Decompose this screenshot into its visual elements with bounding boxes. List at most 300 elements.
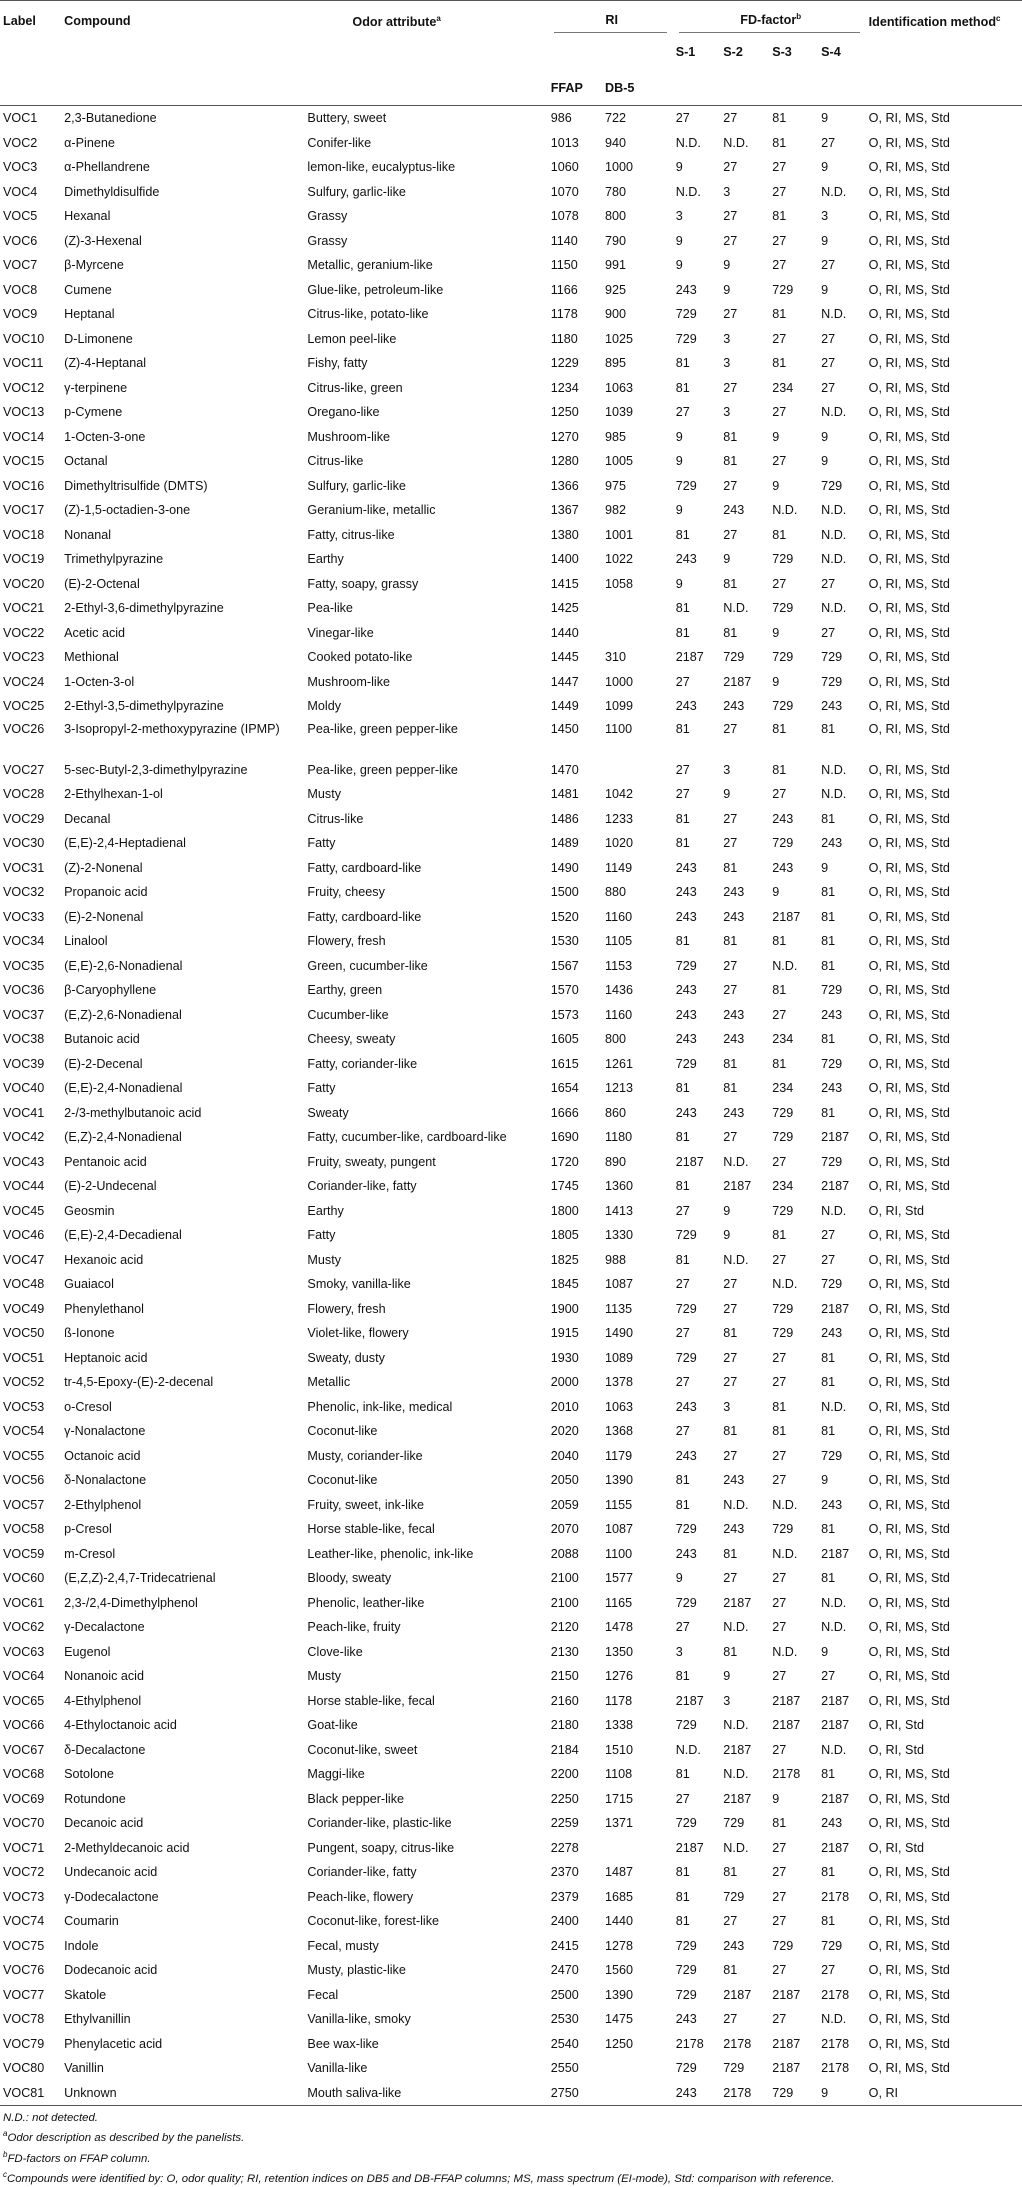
cell-fd-s2: 729 bbox=[723, 1889, 745, 1904]
cell-fd-s3: 27 bbox=[772, 331, 787, 346]
cell-ri-db5: 1350 bbox=[605, 1644, 634, 1659]
table-row bbox=[0, 327, 1022, 352]
cell-label: VOC65 bbox=[3, 1693, 45, 1708]
cell-fd-s3: 234 bbox=[772, 1179, 794, 1194]
cell-ri-db5 bbox=[602, 758, 673, 783]
cell-identification-method: O, RI, MS, Std bbox=[868, 1963, 950, 1978]
table-row bbox=[0, 1591, 1022, 1616]
cell-fd-s3: 27 bbox=[772, 258, 787, 273]
cell-fd-s2: 729 bbox=[723, 650, 745, 665]
cell-fd-s3: 27 bbox=[772, 1007, 787, 1022]
cell-odor-attribute: Citrus-like, green bbox=[307, 380, 403, 395]
cell-ri-db5: 1338 bbox=[605, 1718, 634, 1733]
cell-identification-method: O, RI, MS, Std bbox=[868, 1154, 950, 1169]
cell-label: VOC46 bbox=[3, 1228, 45, 1243]
footnote-c: $^c$Compounds were identified by: O, odor quality; RI, retention indices on DB5 and DB-FFAP columns; MS, mass spectrum (EI-mode), Std: comparison with reference. bbox=[3, 2169, 835, 2185]
cell-fd-s3: N.D. bbox=[772, 1546, 798, 1561]
cell-fd-s4: 243 bbox=[821, 1497, 843, 1512]
cell-ri-ffap: 1150 bbox=[550, 258, 578, 273]
cell-fd-s3: 81 bbox=[772, 307, 787, 322]
cell-fd-s4: N.D. bbox=[821, 307, 847, 322]
cell-label: VOC60 bbox=[3, 1571, 45, 1586]
cell-label: VOC37 bbox=[3, 1007, 45, 1022]
cell-compound: 2-Ethyl-3,6-dimethylpyrazine bbox=[64, 601, 224, 616]
cell-odor-attribute: Oregano-like bbox=[307, 405, 380, 420]
cell-odor-attribute: Metallic bbox=[307, 1375, 351, 1390]
cell-compound: (Z)-1,5-octadien-3-one bbox=[64, 503, 191, 518]
cell-fd-s4: 729 bbox=[821, 983, 843, 998]
cell-fd-s1: 81 bbox=[675, 934, 690, 949]
cell-compound: D-Limonene bbox=[64, 331, 133, 346]
cell-fd-s2: 81 bbox=[723, 1546, 738, 1561]
cell-ri-db5: 1330 bbox=[605, 1228, 634, 1243]
cell-fd-s2: 243 bbox=[723, 503, 745, 518]
cell-identification-method: O, RI, Std bbox=[868, 1203, 924, 1218]
cell-ri-db5: 1099 bbox=[605, 699, 634, 714]
cell-ri-db5: 1360 bbox=[605, 1179, 634, 1194]
cell-fd-s1: 243 bbox=[675, 1032, 697, 1047]
cell-fd-s2: 2178 bbox=[723, 2036, 752, 2051]
cell-fd-s1: 81 bbox=[675, 1914, 690, 1929]
header-s4: S-4 bbox=[821, 45, 841, 59]
cell-odor-attribute: Violet-like, flowery bbox=[307, 1326, 409, 1341]
cell-ri-ffap: 1070 bbox=[550, 184, 579, 199]
cell-ri-db5: 900 bbox=[605, 307, 627, 322]
cell-odor-attribute: Phenolic, leather-like bbox=[307, 1595, 425, 1610]
cell-label: VOC61 bbox=[3, 1595, 45, 1610]
cell-fd-s1: 27 bbox=[675, 1326, 690, 1341]
cell-identification-method: O, RI, MS, Std bbox=[868, 1889, 950, 1904]
cell-odor-attribute: Maggi-like bbox=[307, 1767, 365, 1782]
cell-fd-s3: 2187 bbox=[772, 909, 801, 924]
table-row bbox=[0, 204, 1022, 229]
cell-fd-s2: 27 bbox=[723, 1571, 738, 1586]
cell-identification-method: O, RI, Std bbox=[868, 1718, 924, 1733]
cell-fd-s2: 3 bbox=[723, 1693, 731, 1708]
cell-odor-attribute: Cooked potato-like bbox=[307, 650, 413, 665]
table-row bbox=[0, 831, 1022, 856]
cell-ri-ffap: 1489 bbox=[550, 836, 579, 851]
cell-identification-method: O, RI, MS, Std bbox=[868, 1399, 950, 1414]
cell-ri-db5: 1153 bbox=[605, 958, 633, 973]
cell-ri-ffap: 1450 bbox=[550, 721, 579, 736]
cell-fd-s4: 81 bbox=[821, 1424, 836, 1439]
cell-odor-attribute: Pea-like, green pepper-like bbox=[307, 721, 458, 736]
cell-fd-s4: 2178 bbox=[821, 2036, 850, 2051]
cell-odor-attribute: Fruity, cheesy bbox=[307, 885, 385, 900]
table-row bbox=[0, 1444, 1022, 1469]
cell-compound: 2,3-Butanedione bbox=[64, 111, 157, 126]
table-row bbox=[0, 1909, 1022, 1934]
table-row bbox=[0, 1272, 1022, 1297]
table-row bbox=[0, 278, 1022, 303]
cell-fd-s1: 81 bbox=[675, 625, 690, 640]
cell-ri-ffap: 1270 bbox=[550, 429, 579, 444]
cell-label: VOC51 bbox=[3, 1350, 45, 1365]
cell-ri-db5: 1276 bbox=[605, 1669, 634, 1684]
cell-fd-s4: 81 bbox=[821, 934, 836, 949]
cell-fd-s2: 243 bbox=[723, 1105, 745, 1120]
cell-label: VOC9 bbox=[3, 307, 38, 322]
cell-compound: (E)-2-Octenal bbox=[64, 576, 140, 591]
cell-compound: Nonanal bbox=[64, 527, 112, 542]
cell-odor-attribute: Coconut-like bbox=[307, 1424, 378, 1439]
cell-label: VOC17 bbox=[3, 503, 45, 518]
table-row bbox=[0, 1199, 1022, 1224]
cell-fd-s4: 27 bbox=[821, 1963, 836, 1978]
cell-compound: Octanoic acid bbox=[64, 1448, 141, 1463]
cell-fd-s2: 81 bbox=[723, 1056, 738, 1071]
cell-ri-ffap: 1500 bbox=[550, 885, 579, 900]
cell-fd-s3: 2178 bbox=[772, 1767, 801, 1782]
cell-ri-db5: 1063 bbox=[605, 1399, 634, 1414]
cell-fd-s2: N.D. bbox=[723, 1840, 749, 1855]
table-row bbox=[0, 1493, 1022, 1518]
table-row bbox=[0, 106, 1022, 131]
cell-fd-s4: 9 bbox=[821, 454, 829, 469]
cell-ri-ffap: 1280 bbox=[550, 454, 579, 469]
cell-fd-s1: 27 bbox=[675, 1375, 690, 1390]
cell-fd-s4: 81 bbox=[821, 721, 836, 736]
cell-ri-ffap: 1915 bbox=[550, 1326, 579, 1341]
cell-label: VOC19 bbox=[3, 552, 45, 567]
cell-label: VOC55 bbox=[3, 1448, 45, 1463]
table-row bbox=[0, 180, 1022, 205]
cell-identification-method: O, RI, MS, Std bbox=[868, 625, 950, 640]
header-db5: DB-5 bbox=[605, 81, 635, 95]
table-row bbox=[0, 1003, 1022, 1028]
cell-compound: (E,Z,Z)-2,4,7-Tridecatrienal bbox=[64, 1571, 216, 1586]
cell-label: VOC70 bbox=[3, 1816, 45, 1831]
cell-odor-attribute: Phenolic, ink-like, medical bbox=[307, 1399, 453, 1414]
cell-fd-s4: 81 bbox=[821, 1865, 836, 1880]
cell-ri-db5: 1510 bbox=[605, 1742, 634, 1757]
cell-fd-s4: N.D. bbox=[821, 552, 847, 567]
cell-fd-s2: 243 bbox=[723, 909, 745, 924]
cell-compound: Methional bbox=[64, 650, 119, 665]
cell-identification-method: O, RI, MS, Std bbox=[868, 674, 950, 689]
cell-fd-s1: 81 bbox=[675, 1081, 690, 1096]
cell-label: VOC2 bbox=[3, 135, 38, 150]
cell-fd-s2: 27 bbox=[723, 111, 738, 126]
cell-ri-ffap: 2120 bbox=[550, 1620, 579, 1635]
cell-compound: (E)-2-Nonenal bbox=[64, 909, 144, 924]
cell-ri-db5: 1440 bbox=[605, 1914, 634, 1929]
cell-odor-attribute: Pea-like, green pepper-like bbox=[307, 762, 458, 777]
cell-fd-s3: 81 bbox=[772, 934, 787, 949]
cell-compound: α-Phellandrene bbox=[64, 160, 150, 175]
cell-odor-attribute: Cucumber-like bbox=[307, 1007, 389, 1022]
cell-odor-attribute: Peach-like, flowery bbox=[307, 1889, 414, 1904]
cell-fd-s1: 9 bbox=[675, 576, 683, 591]
cell-ri-db5: 1378 bbox=[605, 1375, 634, 1390]
cell-ri-ffap: 2550 bbox=[550, 2061, 579, 2076]
cell-compound: β-Caryophyllene bbox=[64, 983, 157, 998]
footnote-b: $^b$FD-factors on FFAP column. bbox=[3, 2149, 151, 2165]
cell-compound: Heptanoic acid bbox=[64, 1350, 148, 1365]
header-fd-factor: FD-factor$^b$ bbox=[673, 1, 866, 40]
cell-compound: Geosmin bbox=[64, 1203, 115, 1218]
cell-compound: β-Myrcene bbox=[64, 258, 124, 273]
cell-identification-method: O, RI, Std bbox=[868, 1840, 924, 1855]
cell-ri-ffap: 1229 bbox=[550, 356, 579, 371]
cell-odor-attribute: Peach-like, fruity bbox=[307, 1620, 401, 1635]
cell-fd-s3: N.D. bbox=[772, 1644, 798, 1659]
cell-compound: (E,Z)-2,4-Nonadienal bbox=[64, 1130, 182, 1145]
cell-ri-db5: 1087 bbox=[605, 1277, 634, 1292]
cell-ri-ffap: 1445 bbox=[550, 650, 579, 665]
cell-label: VOC73 bbox=[3, 1889, 45, 1904]
cell-fd-s2: 243 bbox=[723, 1032, 745, 1047]
cell-fd-s3: 729 bbox=[772, 1105, 794, 1120]
table-row bbox=[0, 498, 1022, 523]
cell-fd-s1: 2187 bbox=[675, 650, 704, 665]
cell-compound: Dimethyltrisulfide (DMTS) bbox=[64, 478, 208, 493]
cell-fd-s2: 27 bbox=[723, 527, 738, 542]
cell-ri-db5: 722 bbox=[605, 111, 627, 126]
table-row bbox=[0, 1150, 1022, 1175]
cell-label: VOC10 bbox=[3, 331, 45, 346]
cell-ri-ffap: 1486 bbox=[550, 811, 579, 826]
cell-odor-attribute: Citrus-like bbox=[307, 454, 364, 469]
cell-fd-s2: 81 bbox=[723, 429, 738, 444]
cell-ri-ffap: 2530 bbox=[550, 2012, 579, 2027]
cell-label: VOC3 bbox=[3, 160, 38, 175]
cell-odor-attribute: Coconut-like bbox=[307, 1473, 378, 1488]
cell-fd-s2: 81 bbox=[723, 1424, 738, 1439]
table-row bbox=[0, 905, 1022, 930]
table-row bbox=[0, 1615, 1022, 1640]
table-row bbox=[0, 807, 1022, 832]
cell-identification-method: O, RI, MS, Std bbox=[868, 909, 950, 924]
cell-fd-s2: 27 bbox=[723, 983, 738, 998]
cell-ri-db5: 1155 bbox=[605, 1497, 633, 1512]
cell-compound: (E,E)-2,4-Nonadienal bbox=[64, 1081, 183, 1096]
cell-ri-db5 bbox=[602, 2056, 673, 2081]
cell-fd-s1: 9 bbox=[675, 258, 683, 273]
cell-odor-attribute: Bee wax-like bbox=[307, 2036, 379, 2051]
cell-fd-s1: 81 bbox=[675, 1767, 690, 1782]
cell-odor-attribute: Fatty bbox=[307, 836, 336, 851]
cell-label: VOC31 bbox=[3, 860, 45, 875]
table-row bbox=[0, 1297, 1022, 1322]
cell-fd-s2: 27 bbox=[723, 307, 738, 322]
cell-fd-s4: 81 bbox=[821, 1571, 836, 1586]
cell-identification-method: O, RI, MS, Std bbox=[868, 160, 950, 175]
cell-fd-s1: 243 bbox=[675, 699, 697, 714]
cell-fd-s1: 81 bbox=[675, 1179, 690, 1194]
cell-fd-s3: 81 bbox=[772, 111, 787, 126]
cell-fd-s3: 27 bbox=[772, 576, 787, 591]
cell-ri-ffap: 1366 bbox=[550, 478, 579, 493]
cell-ri-ffap: 1060 bbox=[550, 160, 579, 175]
cell-ri-ffap: 1415 bbox=[550, 576, 579, 591]
cell-ri-ffap: 1180 bbox=[550, 331, 578, 346]
table-row bbox=[0, 1542, 1022, 1567]
cell-fd-s4: 729 bbox=[821, 1938, 843, 1953]
cell-fd-s4: 27 bbox=[821, 135, 836, 150]
cell-odor-attribute: Earthy bbox=[307, 552, 344, 567]
cell-ri-db5: 925 bbox=[605, 282, 627, 297]
cell-fd-s2: 243 bbox=[723, 699, 745, 714]
cell-label: VOC67 bbox=[3, 1742, 45, 1757]
cell-identification-method: O, RI, MS, Std bbox=[868, 356, 950, 371]
cell-fd-s2: 81 bbox=[723, 1081, 738, 1096]
cell-fd-s1: 243 bbox=[675, 1105, 697, 1120]
cell-fd-s2: 27 bbox=[723, 1914, 738, 1929]
cell-fd-s1: 81 bbox=[675, 721, 690, 736]
cell-compound: 5-sec-Butyl-2,3-dimethylpyrazine bbox=[64, 762, 248, 777]
cell-fd-s1: 243 bbox=[675, 1399, 697, 1414]
cell-fd-s2: N.D. bbox=[723, 135, 749, 150]
cell-ri-db5: 1685 bbox=[605, 1889, 634, 1904]
cell-odor-attribute: Musty bbox=[307, 1669, 342, 1684]
cell-ri-db5: 1042 bbox=[605, 787, 634, 802]
cell-compound: Vanillin bbox=[64, 2061, 104, 2076]
cell-fd-s1: 243 bbox=[675, 909, 697, 924]
cell-ri-db5: 1165 bbox=[605, 1595, 633, 1610]
cell-fd-s3: 729 bbox=[772, 1301, 794, 1316]
cell-fd-s4: 27 bbox=[821, 625, 836, 640]
table-row bbox=[0, 670, 1022, 695]
cell-label: VOC76 bbox=[3, 1963, 45, 1978]
cell-compound: 2-/3-methylbutanoic acid bbox=[64, 1105, 202, 1120]
cell-label: VOC4 bbox=[3, 184, 38, 199]
cell-fd-s4: 9 bbox=[821, 860, 829, 875]
cell-compound: Coumarin bbox=[64, 1914, 119, 1929]
cell-identification-method: O, RI, MS, Std bbox=[868, 111, 950, 126]
cell-identification-method: O, RI, MS, Std bbox=[868, 2036, 950, 2051]
cell-ri-ffap: 1900 bbox=[550, 1301, 579, 1316]
cell-identification-method: O, RI, MS, Std bbox=[868, 934, 950, 949]
cell-ri-db5: 1000 bbox=[605, 160, 634, 175]
cell-odor-attribute: Citrus-like bbox=[307, 811, 364, 826]
cell-ri-ffap: 1425 bbox=[550, 601, 579, 616]
header-identification-method: Identification method$^c$ bbox=[868, 14, 1001, 30]
cell-odor-attribute: Vanilla-like bbox=[307, 2061, 368, 2076]
cell-label: VOC32 bbox=[3, 885, 45, 900]
cell-fd-s3: N.D. bbox=[772, 1497, 798, 1512]
cell-fd-s2: N.D. bbox=[723, 1767, 749, 1782]
cell-odor-attribute: Fatty bbox=[307, 1081, 336, 1096]
cell-fd-s1: 243 bbox=[675, 552, 697, 567]
table-row bbox=[0, 1762, 1022, 1787]
cell-fd-s2: 27 bbox=[723, 811, 738, 826]
cell-ri-db5: 1149 bbox=[605, 860, 633, 875]
cell-fd-s4: 2187 bbox=[821, 1301, 850, 1316]
cell-fd-s3: 9 bbox=[772, 625, 780, 640]
cell-odor-attribute: Fishy, fatty bbox=[307, 356, 368, 371]
cell-label: VOC59 bbox=[3, 1546, 45, 1561]
cell-ri-ffap: 1380 bbox=[550, 527, 579, 542]
cell-odor-attribute: Coriander-like, plastic-like bbox=[307, 1816, 452, 1831]
cell-ri-db5: 310 bbox=[605, 650, 627, 665]
cell-ri-db5: 1005 bbox=[605, 454, 634, 469]
cell-identification-method: O, RI, MS, Std bbox=[868, 1522, 950, 1537]
table-row bbox=[0, 547, 1022, 572]
cell-fd-s2: 27 bbox=[723, 721, 738, 736]
cell-fd-s3: 81 bbox=[772, 1399, 787, 1414]
cell-odor-attribute: Pea-like bbox=[307, 601, 353, 616]
cell-fd-s3: 9 bbox=[772, 478, 780, 493]
cell-identification-method: O, RI, MS, Std bbox=[868, 1865, 950, 1880]
table-row bbox=[0, 1566, 1022, 1591]
cell-ri-db5: 1020 bbox=[605, 836, 634, 851]
cell-compound: γ-Decalactone bbox=[64, 1620, 145, 1635]
cell-fd-s4: 243 bbox=[821, 836, 843, 851]
cell-fd-s4: 9 bbox=[821, 111, 829, 126]
cell-ri-db5: 1278 bbox=[605, 1938, 634, 1953]
cell-fd-s1: 81 bbox=[675, 356, 690, 371]
cell-identification-method: O, RI, MS, Std bbox=[868, 1032, 950, 1047]
cell-fd-s4: 729 bbox=[821, 1056, 843, 1071]
cell-odor-attribute: Geranium-like, metallic bbox=[307, 503, 436, 518]
cell-label: VOC30 bbox=[3, 836, 45, 851]
cell-fd-s3: 9 bbox=[772, 429, 780, 444]
cell-fd-s3: 27 bbox=[772, 1154, 787, 1169]
cell-ri-ffap: 2470 bbox=[550, 1963, 579, 1978]
cell-label: VOC43 bbox=[3, 1154, 45, 1169]
cell-fd-s4: 27 bbox=[821, 1228, 836, 1243]
cell-fd-s1: 729 bbox=[675, 331, 697, 346]
cell-compound: Dodecanoic acid bbox=[64, 1963, 158, 1978]
table-row bbox=[0, 758, 1022, 783]
cell-fd-s2: 81 bbox=[723, 1963, 738, 1978]
table-row bbox=[0, 1517, 1022, 1542]
cell-fd-s1: 729 bbox=[675, 1595, 697, 1610]
cell-compound: Dimethyldisulfide bbox=[64, 184, 160, 199]
cell-fd-s2: 243 bbox=[723, 1938, 745, 1953]
cell-identification-method: O, RI, MS, Std bbox=[868, 811, 950, 826]
cell-fd-s3: 729 bbox=[772, 1130, 794, 1145]
cell-identification-method: O, RI, MS, Std bbox=[868, 885, 950, 900]
cell-fd-s1: 81 bbox=[675, 1473, 690, 1488]
cell-compound: Eugenol bbox=[64, 1644, 111, 1659]
cell-fd-s4: N.D. bbox=[821, 762, 847, 777]
cell-fd-s2: 27 bbox=[723, 478, 738, 493]
cell-fd-s3: 9 bbox=[772, 1791, 780, 1806]
table-row bbox=[0, 1248, 1022, 1273]
cell-fd-s4: 27 bbox=[821, 258, 836, 273]
cell-ri-ffap: 1567 bbox=[550, 958, 579, 973]
table-row bbox=[0, 1738, 1022, 1763]
cell-fd-s4: 243 bbox=[821, 699, 843, 714]
cell-fd-s1: 27 bbox=[675, 762, 690, 777]
cell-identification-method: O, RI, MS, Std bbox=[868, 1693, 950, 1708]
cell-fd-s2: N.D. bbox=[723, 1252, 749, 1267]
cell-ri-ffap: 2059 bbox=[550, 1497, 579, 1512]
cell-fd-s4: N.D. bbox=[821, 2012, 847, 2027]
cell-compound: 2-Ethylphenol bbox=[64, 1497, 142, 1512]
cell-fd-s1: 243 bbox=[675, 983, 697, 998]
cell-fd-s1: 729 bbox=[675, 1350, 697, 1365]
cell-ri-db5: 1436 bbox=[605, 983, 634, 998]
cell-fd-s4: 9 bbox=[821, 160, 829, 175]
cell-fd-s2: 729 bbox=[723, 1816, 745, 1831]
cell-identification-method: O, RI, MS, Std bbox=[868, 1081, 950, 1096]
cell-identification-method: O, RI, MS, Std bbox=[868, 331, 950, 346]
table-row bbox=[0, 856, 1022, 881]
cell-label: VOC40 bbox=[3, 1081, 45, 1096]
table-row bbox=[0, 719, 1022, 758]
cell-identification-method: O, RI, MS, Std bbox=[868, 1179, 950, 1194]
cell-fd-s1: 81 bbox=[675, 380, 690, 395]
cell-odor-attribute: Flowery, fresh bbox=[307, 934, 386, 949]
cell-ri-db5: 1087 bbox=[605, 1522, 634, 1537]
table-row bbox=[0, 400, 1022, 425]
cell-fd-s4: 81 bbox=[821, 885, 836, 900]
cell-fd-s1: 27 bbox=[675, 1203, 690, 1218]
